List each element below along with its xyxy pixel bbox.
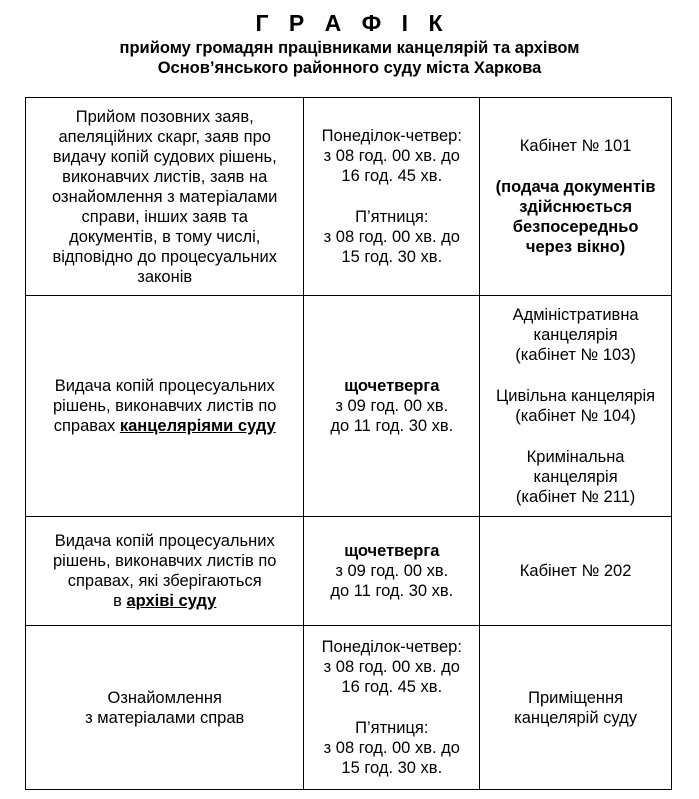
table-row [26,296,672,517]
service-text [32,416,297,436]
submission-note: (подача документів [495,178,656,196]
service-text: документів, в тому числі, [69,227,261,246]
friday-label: П’ятниця: [355,719,429,737]
archive-emphasis: архіві суду [126,592,217,610]
service-text: Видача копій процесуальних [54,377,275,395]
room-number: Кабінет № 101 [519,137,632,155]
table-row [26,517,672,626]
service-text: Ознайомлення [107,688,222,707]
time-range: до 11 год. 30 хв. [330,417,454,435]
service-text: Прийом позовних заяв, [75,107,254,126]
weekdays-label: Понеділок-четвер: [321,127,462,145]
day-label: щочетверга [344,542,440,560]
service-cell [26,517,304,626]
service-cell [26,626,304,790]
location-text: Приміщення [528,688,624,707]
location-cell [480,98,672,296]
service-text-prefix: справах [53,417,120,435]
document-subtitle-line-1: прийому громадян працівниками канцелярій та архівом [119,39,580,57]
document-title: Г Р А Ф І К [255,10,450,36]
service-cell [26,98,304,296]
civil-chancery: Цивільна канцелярія [496,387,656,405]
admin-chancery-room: (кабінет № 103) [515,346,636,364]
room-number: Кабінет № 202 [519,562,632,580]
service-text: рішень, виконавчих листів по [53,552,277,570]
service-text: рішень, виконавчих листів по [53,397,277,415]
friday-time: 15 год. 30 хв. [341,759,443,777]
admin-chancery: Адміністративна [512,306,639,324]
schedule-cell [304,98,480,296]
service-text: справах, які зберігаються [67,572,262,590]
service-text: апеляційних скарг, заяв про [58,127,271,146]
schedule-cell [304,626,480,790]
time-range: з 09 год. 00 хв. [335,397,449,415]
service-cell [26,296,304,517]
friday-time: з 08 год. 00 хв. до [323,739,460,757]
service-text [32,591,297,611]
service-text: виконавчих листів, заяв на [62,167,268,186]
chancery-emphasis: канцеляріями суду [119,417,276,435]
weekdays-time: з 08 год. 00 хв. до [323,147,460,165]
service-text: справи, інших заяв та [81,207,248,226]
time-range: з 09 год. 00 хв. [335,562,449,580]
weekdays-time: 16 год. 45 хв. [341,678,443,696]
friday-label: П’ятниця: [355,208,429,226]
service-text: видачу копій судових рішень, [52,147,277,166]
location-cell [480,626,672,790]
table-row [26,626,672,790]
submission-note: здійснюється [519,198,632,216]
criminal-chancery: Кримінальна [526,448,625,466]
criminal-chancery-room: (кабінет № 211) [515,488,636,506]
document-subtitle-line-2: Основ’янського районного суду міста Харкова [157,59,542,77]
weekdays-label: Понеділок-четвер: [321,638,462,656]
schedule-table [25,97,672,790]
friday-time: 15 год. 30 хв. [341,248,443,266]
service-text: Видача копій процесуальних [54,532,275,550]
service-text: з матеріалами справ [85,708,245,727]
service-text: законів [137,267,193,286]
criminal-chancery: канцелярія [533,468,618,486]
time-range: до 11 год. 30 хв. [330,582,454,600]
submission-note: через вікно) [525,238,626,256]
service-text: відповідно до процесуальних [52,247,277,266]
service-text: ознайомлення з матеріалами [52,187,278,206]
location-text: канцелярій суду [514,708,637,727]
admin-chancery: канцелярія [533,326,618,344]
service-text-prefix: в [113,592,127,610]
weekdays-time: з 08 год. 00 хв. до [323,658,460,676]
table-row [26,98,672,296]
day-label: щочетверга [344,377,440,395]
submission-note: безпосередньо [512,218,639,236]
document-header [0,0,699,78]
location-cell [480,296,672,517]
civil-chancery-room: (кабінет № 104) [515,407,636,425]
location-cell [480,517,672,626]
schedule-cell [304,296,480,517]
friday-time: з 08 год. 00 хв. до [323,228,460,246]
schedule-cell [304,517,480,626]
weekdays-time: 16 год. 45 хв. [341,167,443,185]
